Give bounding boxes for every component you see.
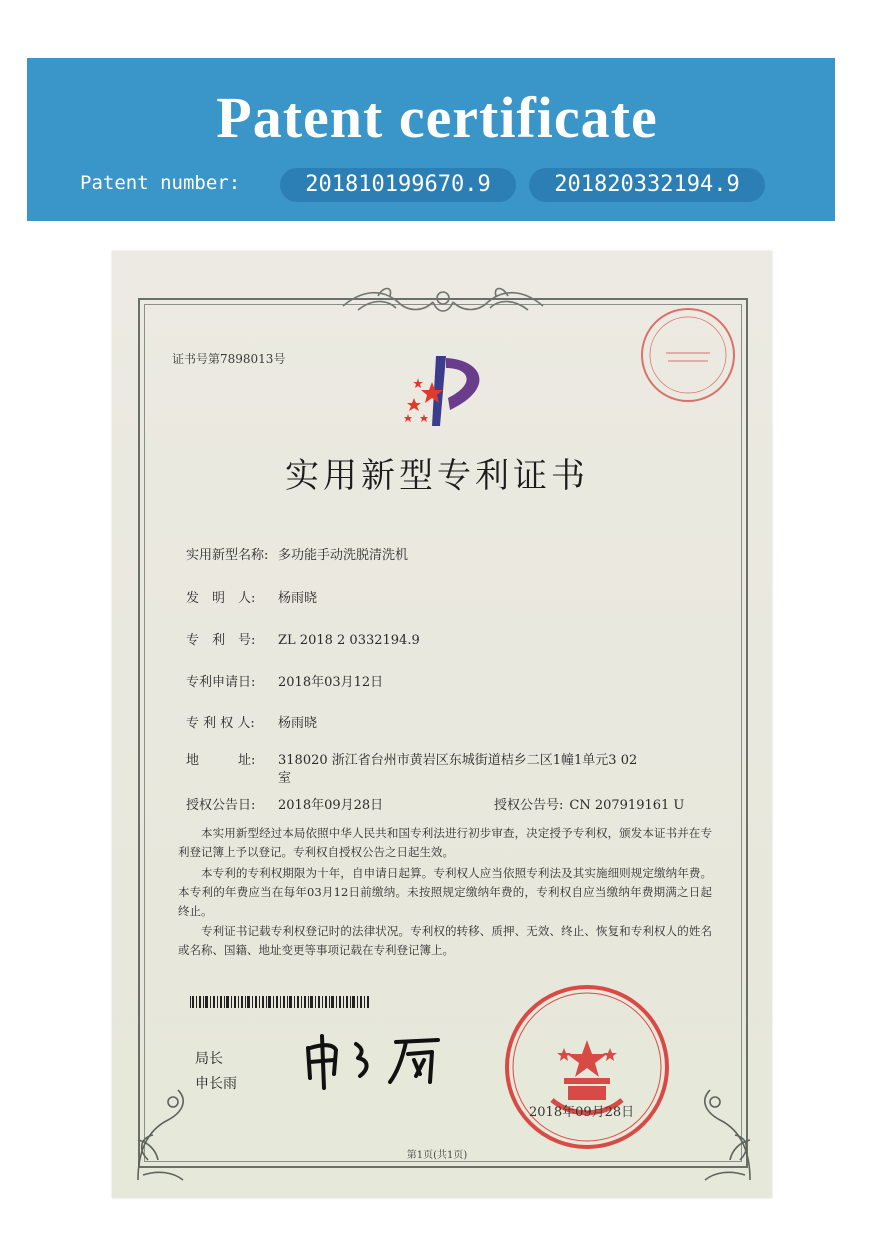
director-name: 申长雨	[195, 1076, 237, 1092]
official-seal	[502, 982, 672, 1152]
field-value: ZL 2018 2 0332194.9	[278, 633, 420, 648]
paragraph-grant: 本实用新型经过本局依照中华人民共和国专利法进行初步审查，决定授予专利权，颁发本证书并在专利登记簿上予以登记。专利权自授权公告之日起生效。	[178, 826, 712, 859]
field-value: 多功能手动洗脱清洗机	[278, 548, 409, 563]
field-value: 杨雨晓	[278, 716, 318, 731]
field-announcement-number	[494, 794, 684, 813]
page-footer: 第1页(共1页)	[406, 1150, 468, 1161]
field-label: 授权公告日:	[186, 798, 256, 813]
field-announcement-date	[186, 794, 383, 813]
field-label: 地 址:	[186, 753, 256, 768]
field-patent-number	[186, 629, 420, 648]
director-title: 局长	[195, 1051, 223, 1067]
seal-date: 2018年09月28日	[529, 1105, 635, 1120]
patent-number-label: Patent number:	[80, 172, 241, 194]
field-inventor	[186, 587, 317, 606]
bottom-left-ornament	[128, 1080, 198, 1190]
field-address	[186, 752, 646, 788]
field-label: 授权公告号:	[494, 798, 564, 813]
patent-office-emblem	[388, 348, 498, 438]
certificate-number: 证书号第7898013号	[172, 352, 286, 366]
field-application-date	[186, 671, 383, 690]
field-label: 专 利 号:	[186, 633, 256, 648]
agency-seal	[636, 303, 740, 407]
bottom-right-ornament	[690, 1080, 760, 1190]
paragraph-term: 本专利的专利权期限为十年，自申请日起算。专利权人应当依照专利法及其实施细则规定缴纳年费。本专利的年费应当在每年03月12日前缴纳。未按照规定缴纳年费的，专利权自应当缴纳年费期满之日起终止。	[178, 866, 712, 918]
certificate-title: 实用新型专利证书	[285, 456, 589, 496]
patent-number-2: 201820332194.9	[529, 168, 765, 202]
field-label: 专 利 权 人:	[186, 716, 255, 731]
field-utility-model-name	[186, 544, 408, 563]
field-value: 2018年09月28日	[278, 798, 384, 813]
banner-title: Patent certificate	[216, 85, 658, 150]
field-label: 专利申请日:	[186, 675, 256, 690]
field-label: 实用新型名称:	[186, 548, 269, 563]
field-value: 杨雨晓	[278, 591, 318, 606]
paragraph-records: 专利证书记载专利权登记时的法律状况。专利权的转移、质押、无效、终止、恢复和专利权人的姓名或名称、国籍、地址变更等事项记载在专利登记簿上。	[178, 924, 712, 957]
field-value: 318020 浙江省台州市黄岩区东城街道桔乡二区1幢1单元3 02室	[278, 753, 638, 786]
patent-number-1: 201810199670.9	[280, 168, 516, 202]
barcode	[190, 996, 370, 1008]
top-ornament	[338, 284, 548, 320]
field-value: 2018年03月12日	[278, 675, 384, 690]
field-value: CN 207919161 U	[569, 798, 685, 813]
field-label: 发 明 人:	[186, 591, 256, 606]
director-signature	[298, 1030, 458, 1090]
field-patentee	[186, 712, 317, 731]
